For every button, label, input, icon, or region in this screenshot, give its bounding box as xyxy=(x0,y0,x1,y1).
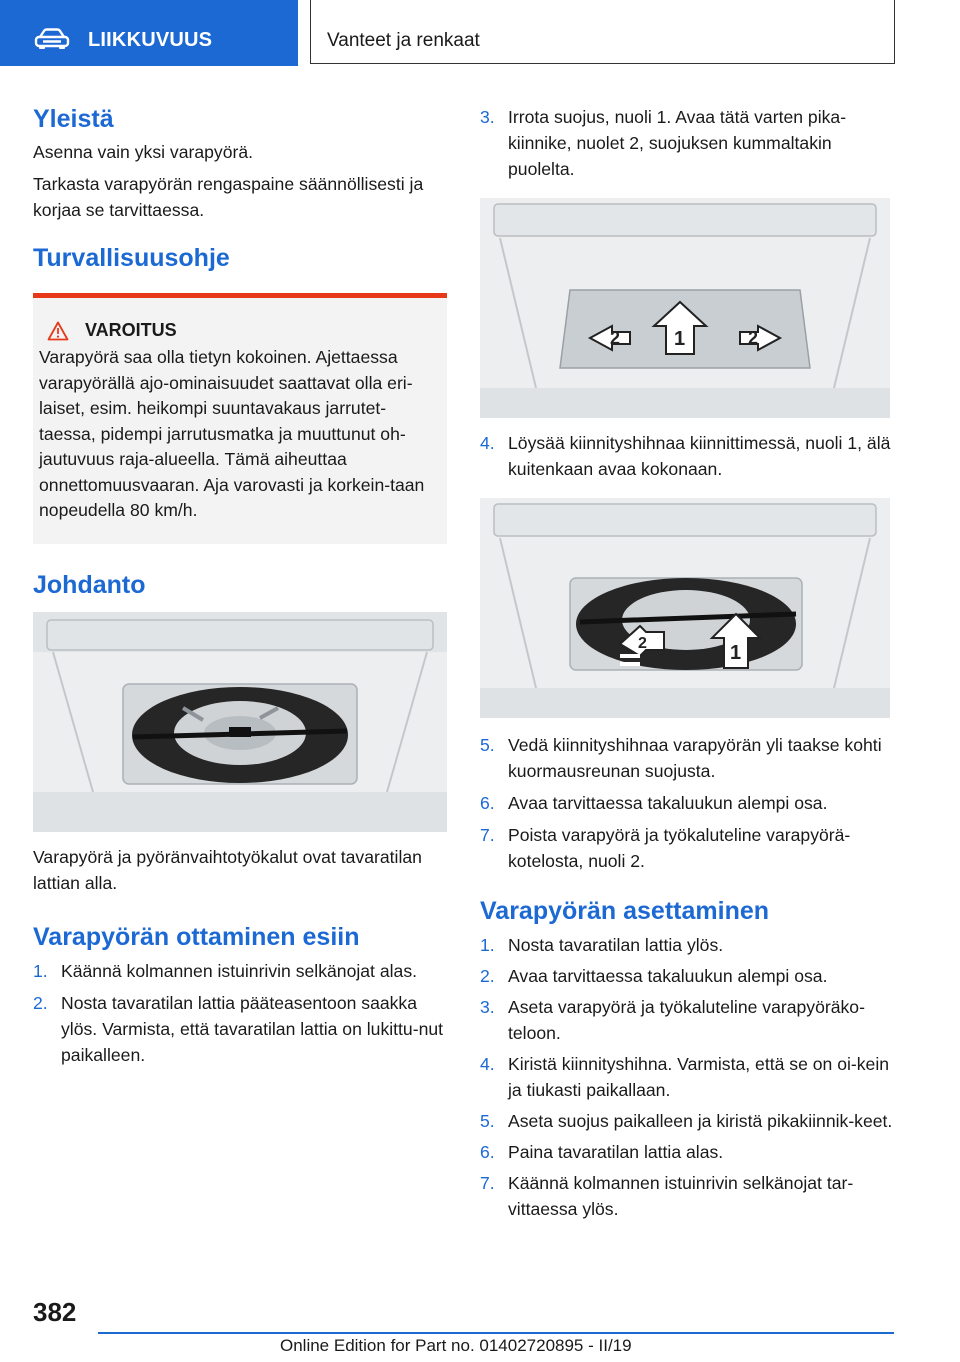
step-text: Irrota suojus, nuoli 1. Avaa tätä varten pika-kiinnike, nuolet 2, suojuksen kummaltakin puolelta. xyxy=(508,107,847,179)
edition-text: Online Edition for Part no. 01402720895 - II/19 xyxy=(280,1336,632,1355)
step-text: Käännä kolmannen istuinrivin selkänojat alas. xyxy=(61,960,417,981)
general-paragraph-2: Tarkasta varapyörän rengaspaine säännöllisesti ja korjaa se tarvittaessa. xyxy=(33,174,424,220)
step-number: 5. xyxy=(480,735,495,755)
removal-steps xyxy=(33,958,447,1068)
strap-photo xyxy=(480,498,890,718)
spare-wheel-photo xyxy=(33,612,447,832)
section-tab[interactable] xyxy=(0,0,298,66)
warning-header xyxy=(47,320,441,341)
step-number: 3. xyxy=(480,107,495,127)
heading-general: Yleistä xyxy=(33,105,114,133)
car-icon xyxy=(34,28,70,50)
step-number: 7. xyxy=(480,1173,495,1193)
list-item xyxy=(480,104,894,182)
step-number: 1. xyxy=(480,935,495,955)
chapter-title: Vanteet ja renkaat xyxy=(327,30,480,51)
arrow-label: 2 xyxy=(638,635,647,652)
arrow-label: 2 xyxy=(748,328,759,348)
step-number: 2. xyxy=(480,966,495,986)
step-text: Nosta tavaratilan lattia ylös. xyxy=(508,935,724,955)
removal-steps-5-7 xyxy=(480,732,894,874)
right-column xyxy=(480,104,894,1222)
list-item xyxy=(480,963,894,989)
left-column xyxy=(33,104,447,1068)
step-number: 6. xyxy=(480,793,495,813)
arrow-label: 1 xyxy=(730,642,742,664)
step-text: Kiristä kiinnityshihna. Varmista, että se on oi-kein ja tiukasti paikallaan. xyxy=(508,1054,890,1100)
step-number: 7. xyxy=(480,825,495,845)
intro-caption: Varapyörä ja pyöränvaihtotyökalut ovat tavaratilan lattian alla. xyxy=(33,846,422,893)
step-text: Aseta varapyörä ja työkaluteline varapyöräko-teloon. xyxy=(508,997,865,1043)
arrow-label: 1 xyxy=(674,328,686,350)
list-item xyxy=(33,958,447,984)
warning-triangle-icon xyxy=(47,321,69,341)
step-text: Avaa tarvittaessa takaluukun alempi osa. xyxy=(508,966,828,986)
list-item xyxy=(480,732,894,784)
list-item xyxy=(480,932,894,958)
heading-safety: Turvallisuusohje xyxy=(33,244,230,272)
page-number: 382 xyxy=(33,1297,77,1327)
fitting-steps xyxy=(480,932,894,1222)
heading-intro: Johdanto xyxy=(33,570,146,599)
list-item xyxy=(480,1139,894,1165)
step-text: Käännä kolmannen istuinrivin selkänojat tar-vittaessa ylös. xyxy=(508,1173,854,1219)
section-tab-label: LIIKKUVUUS xyxy=(88,29,213,51)
step-number: 4. xyxy=(480,1054,495,1074)
list-item xyxy=(480,1051,894,1103)
warning-box xyxy=(33,293,447,544)
step-number: 6. xyxy=(480,1142,495,1162)
list-item xyxy=(480,430,894,482)
list-item xyxy=(480,994,894,1046)
chapter-title-box xyxy=(310,0,895,64)
step-number: 3. xyxy=(480,997,495,1017)
step-text: Aseta suojus paikalleen ja kiristä pikakiinnik-keet. xyxy=(508,1111,893,1131)
step-text: Nosta tavaratilan lattia pääteasentoon saakka ylös. Varmista, että tavaratilan lattia on lukittu-nut paikalleen. xyxy=(61,992,444,1065)
list-item xyxy=(33,990,447,1068)
step-number: 2. xyxy=(33,992,48,1013)
step-number: 5. xyxy=(480,1111,495,1131)
cover-removal-photo xyxy=(480,198,890,418)
list-item xyxy=(480,1170,894,1222)
heading-fitting: Varapyörän asettaminen xyxy=(480,897,770,925)
footer-divider xyxy=(98,1332,894,1334)
removal-steps-continued xyxy=(480,104,894,182)
step-text: Avaa tarvittaessa takaluukun alempi osa. xyxy=(508,793,828,813)
step-text: Vedä kiinnityshihnaa varapyörän yli taakse kohti kuormausreunan suojusta. xyxy=(508,735,882,781)
step-number: 1. xyxy=(33,960,48,981)
general-paragraph-1: Asenna vain yksi varapyörä. xyxy=(33,142,254,162)
list-item xyxy=(480,1108,894,1134)
heading-removal: Varapyörän ottaminen esiin xyxy=(33,922,360,951)
list-item xyxy=(480,790,894,816)
arrow-label: 2 xyxy=(610,328,621,348)
list-item xyxy=(480,822,894,874)
step-text: Poista varapyörä ja työkaluteline varapyörä-kotelosta, nuoli 2. xyxy=(508,825,851,871)
step-number: 4. xyxy=(480,433,495,453)
step-text: Paina tavaratilan lattia alas. xyxy=(508,1142,724,1162)
warning-text: Varapyörä saa olla tietyn kokoinen. Ajettaessa varapyörällä ajo-ominaisuudet saattavat olla eri-laiset, esim. heikompi suuntavakaus jarrutet-taessa, pidempi jarrutusmatka ja muuttunut oh-jautuvuus raja-alueella. Tämä aiheuttaa onnettomuusvaaran. Aja varovasti ja korkein-taan nopeudella 80 km/h. xyxy=(39,347,425,520)
warning-label: VAROITUS xyxy=(85,320,177,340)
step-text: Löysää kiinnityshihnaa kiinnittimessä, nuoli 1, älä kuitenkaan avaa kokonaan. xyxy=(508,433,891,479)
removal-steps-4 xyxy=(480,430,894,482)
